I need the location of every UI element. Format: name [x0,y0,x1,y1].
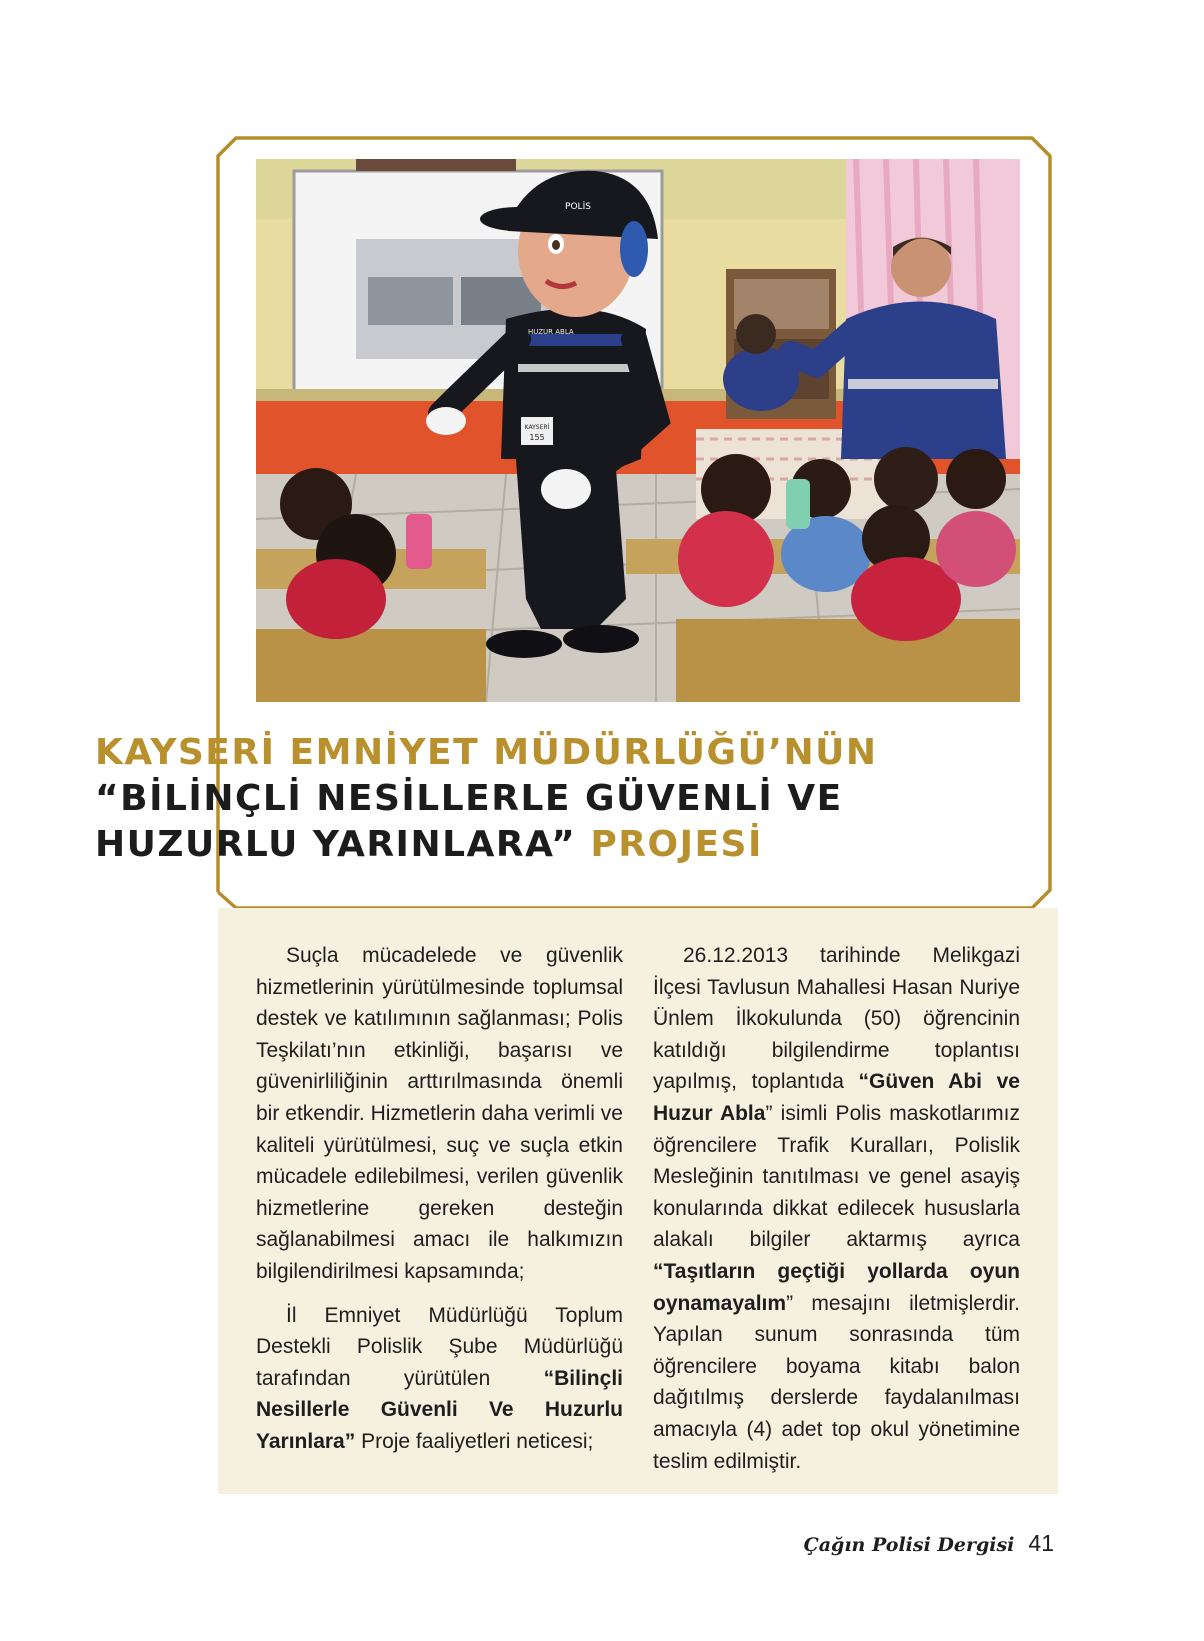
right-paragraph-1: 26.12.2013 tarihinde Melikgazi İlçesi Tavlusun Mahallesi Hasan Nuriye Ünlem İlkokulunda (50) öğrencinin katıldığı bilgilendirme toplantısı yapılmış, toplantıda “Güven Abi ve Huzur Abla” isimli Polis maskotlarımız öğrencilere Trafik Kuralları, Polislik Mesleğinin tanıtılması ve genel asayiş konularında dikkat edilecek hususlarla alakalı bilgiler aktarmış ayrıca “Taşıtların geçtiği yollarda oyun oynamayalım” mesajını iletmişlerdir. Yapılan sunum sonrasında tüm öğrencilere boyama kitabı balon dağıtılmış derslerde faydalanılması amacıyla (4) adet top okul yönetimine teslim edilmiştir. [653,944,1020,1473]
mascot-names-bold: “Güven Abi ve Huzur Abla [653,1070,1020,1125]
article-title [95,730,1055,868]
right-column [653,940,1020,1489]
title-line-1: KAYSERİ EMNİYET MÜDÜRLÜĞÜ’NÜN [95,732,878,773]
title-line-3-gold: PROJESİ [590,824,763,865]
left-column [256,940,623,1470]
project-name-bold: “Bilinçli Nesillerle Güvenli Ve Huzurlu Yarınlara” [256,1366,623,1453]
classroom-photo [256,159,1020,702]
cap-text: POLİS [565,202,591,212]
number-tag-line2: 155 [529,433,545,442]
left-paragraph-1: Suçla mücadelede ve güvenlik hizmetlerinin yürütülmesinde toplumsal destek ve katılımının sağlanması; Polis Teşkilatı’nın etkinliği, başarısı ve güvenirliliğinin arttırılmasında önemli bir etkendir. Hizmetlerin daha verimli ve kaliteli yürütülmesi, suç ve suçla etkin mücadele edilebilmesi, verilen güvenlik hizmetlerine gereken desteğin sağlanabilmesi amacı ile halkımızın bilgilendirilmesi kapsamında; [256,944,623,1283]
page-footer [804,1530,1054,1557]
message-bold: “Taşıtların geçtiği yollarda oyun oynamayalım [653,1259,1020,1315]
title-line-3-dark: HUZURLU YARINLARA” [95,824,577,865]
page-number: 41 [1028,1530,1054,1556]
magazine-name: Çağın Polisi Dergisi [803,1534,1015,1556]
title-line-2: “BİLİNÇLİ NESİLLERLE GÜVENLİ VE [95,778,843,819]
left-paragraph-2: İl Emniyet Müdürlüğü Toplum Destekli Polislik Şube Müdürlüğü tarafından yürütülen “Bilinçli Nesillerle Güvenli Ve Huzurlu Yarınlara” Proje faaliyetleri neticesi; [256,1303,623,1453]
badge-text: HUZUR ABLA [528,328,574,336]
title-line-3 [95,822,1055,868]
number-tag-line1: KAYSERİ [524,424,550,431]
